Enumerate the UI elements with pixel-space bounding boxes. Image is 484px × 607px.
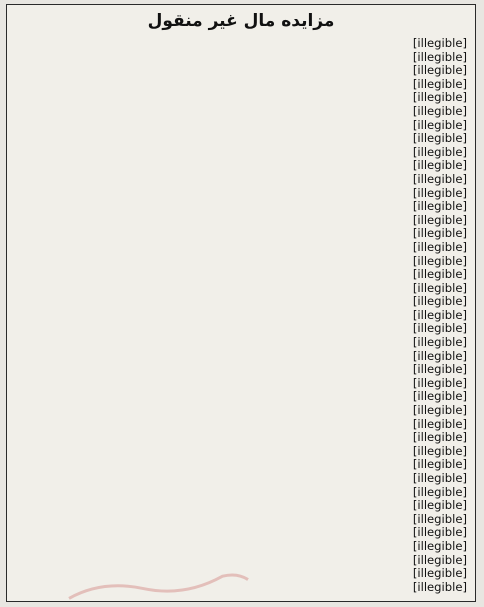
notice-line: [illegible] xyxy=(412,172,467,186)
notice-line: [illegible] xyxy=(412,308,467,322)
notice-line: [illegible] xyxy=(412,580,467,594)
notice-line: [illegible] xyxy=(412,91,467,105)
notice-line: [illegible] xyxy=(412,417,467,431)
notice-line: [illegible] xyxy=(412,132,467,146)
notice-line: [illegible] xyxy=(412,390,467,404)
notice-line: [illegible] xyxy=(412,50,467,64)
notice-line: [illegible] xyxy=(412,363,467,377)
notice-line: [illegible] xyxy=(412,458,467,472)
notice-line: [illegible] xyxy=(412,213,467,227)
notice-title: مزایده مال غیر منقول xyxy=(147,11,335,31)
auction-notice xyxy=(6,4,476,602)
notice-line: [illegible] xyxy=(412,281,467,295)
notice-line: [illegible] xyxy=(412,268,467,282)
notice-line: [illegible] xyxy=(412,254,467,268)
notice-line: [illegible] xyxy=(412,553,467,567)
notice-line: [illegible] xyxy=(412,472,467,485)
notice-line: [illegible] xyxy=(412,431,467,445)
notice-line: [illegible] xyxy=(412,499,467,513)
notice-line: [illegible] xyxy=(412,444,467,458)
notice-line: [illegible] xyxy=(412,240,467,254)
notice-line: [illegible] xyxy=(412,322,467,336)
notice-line: [illegible] xyxy=(412,539,467,553)
notice-line: [illegible] xyxy=(412,295,467,309)
notice-line: [illegible] xyxy=(412,404,467,418)
notice-line: [illegible] xyxy=(412,37,467,50)
notice-line: [illegible] xyxy=(412,227,467,241)
notice-body xyxy=(7,35,475,594)
notice-line: [illegible] xyxy=(412,200,467,214)
notice-line: [illegible] xyxy=(412,77,467,91)
notice-line: [illegible] xyxy=(412,526,467,540)
notice-line: [illegible] xyxy=(412,376,467,390)
notice-line: [illegible] xyxy=(412,118,467,132)
notice-line: [illegible] xyxy=(412,159,467,173)
notice-line: [illegible] xyxy=(412,349,467,363)
notice-line: [illegible] xyxy=(412,64,467,78)
notice-line: [illegible] xyxy=(412,512,467,526)
notice-line: [illegible] xyxy=(412,485,467,499)
notice-line: [illegible] xyxy=(412,145,467,159)
notice-line: [illegible] xyxy=(412,567,467,581)
notice-line: [illegible] xyxy=(412,336,467,350)
notice-line: [illegible] xyxy=(412,186,467,200)
notice-line: [illegible] xyxy=(412,104,467,118)
